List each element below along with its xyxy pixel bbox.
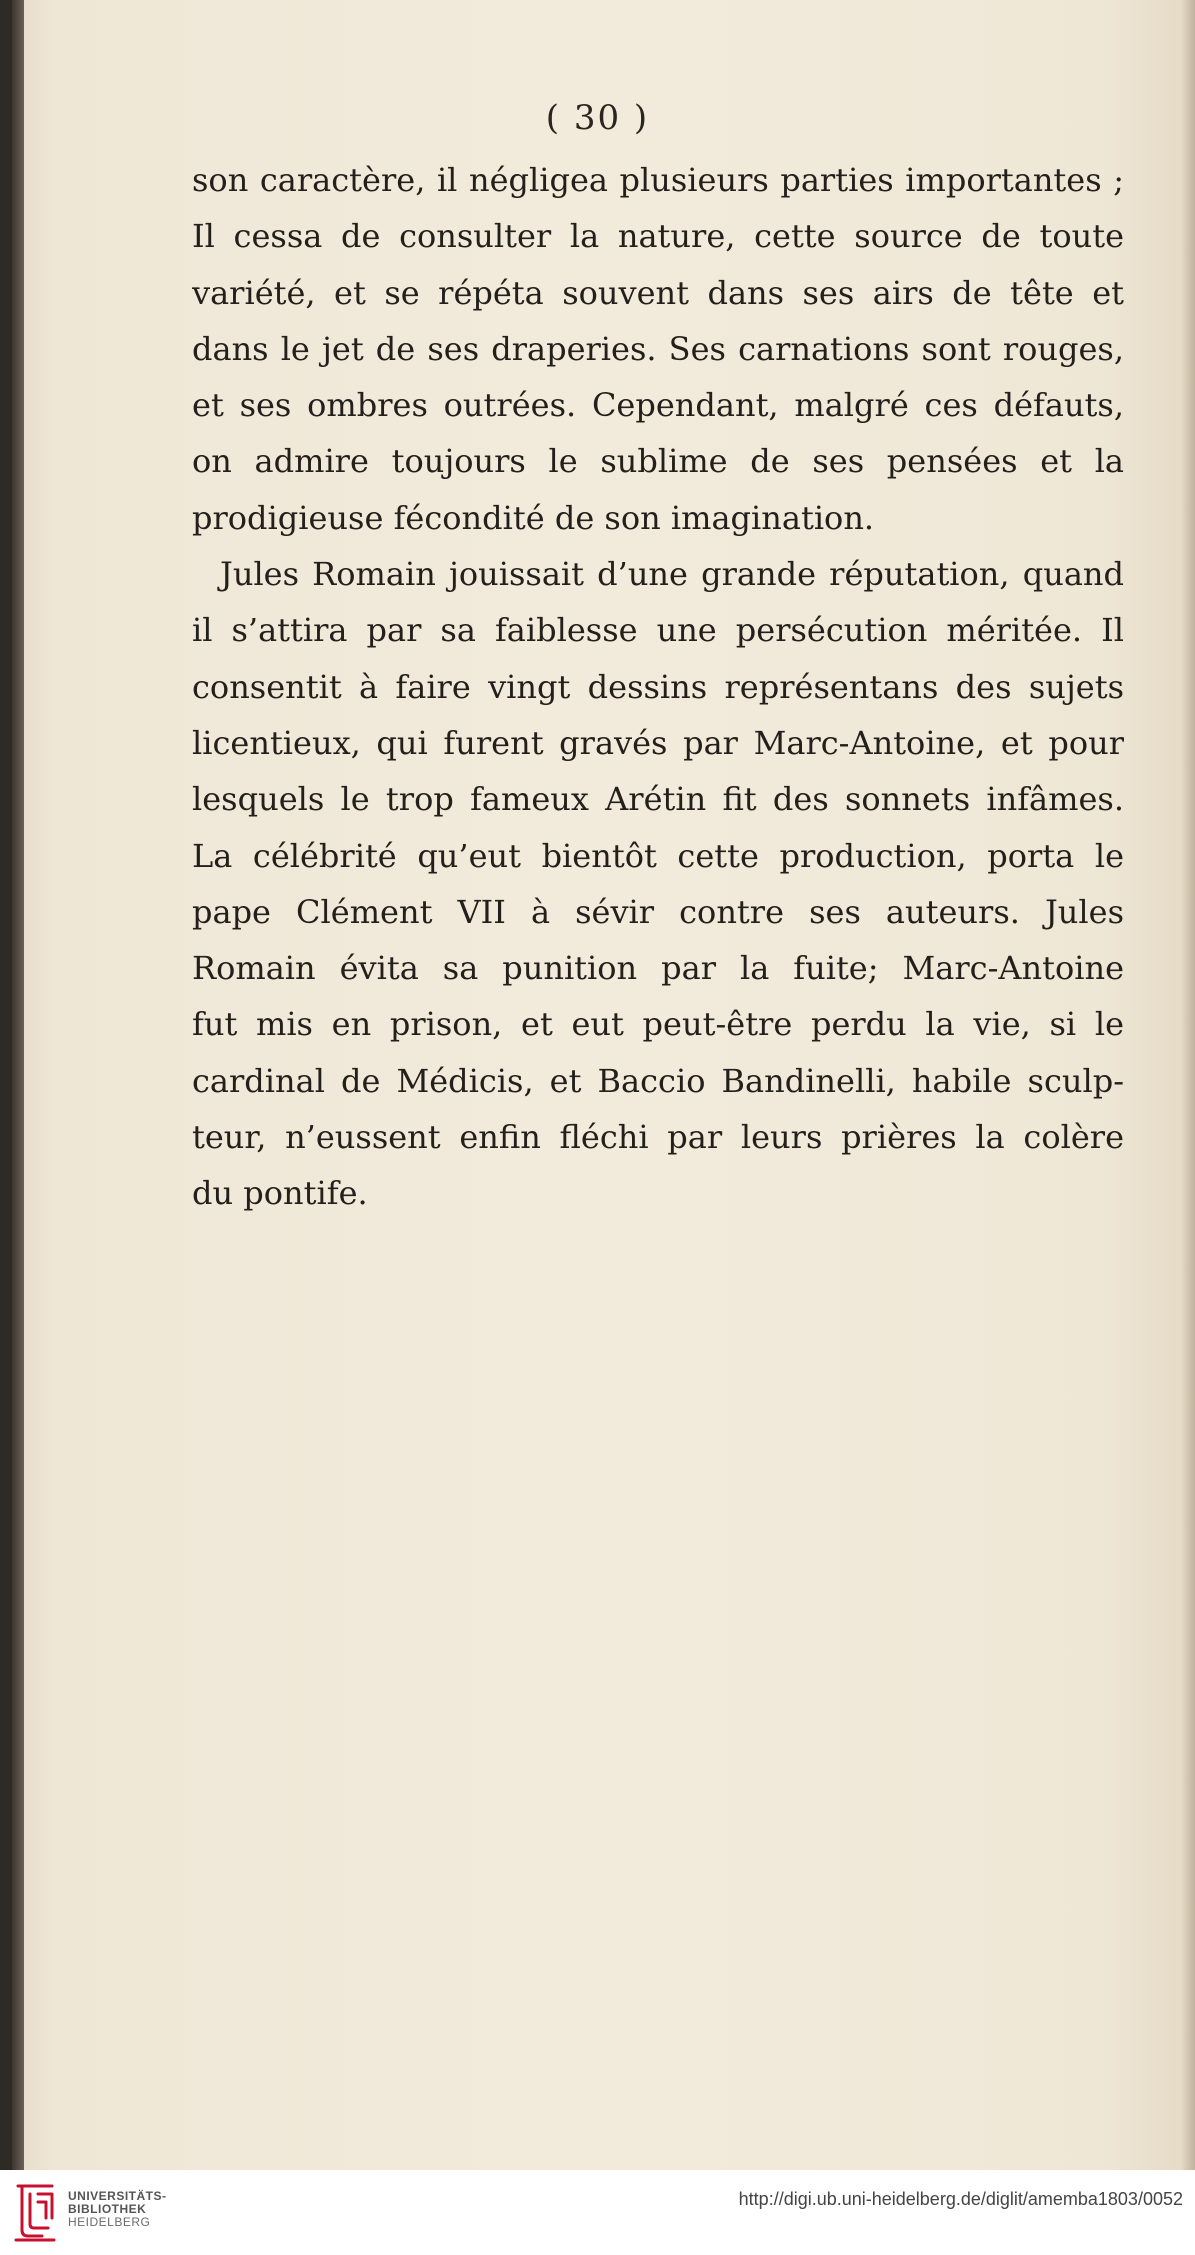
text-line: prodigieuse fécondité de son imagination. (192, 498, 875, 537)
text-line: Romain évita sa punition par la fuite; Marc-Antoine (192, 949, 1124, 988)
text-line: son caractère, il négligea plusieurs parties importantes ; (192, 161, 1124, 199)
text-line: fut mis en prison, et eut peut-être perdu la vie, si le (192, 1005, 1124, 1044)
footer-bar (0, 2170, 1195, 2255)
text-line: cardinal de Médicis, et Baccio Bandinelli, habile sculp- (192, 1061, 1124, 1100)
text-line: il s’attira par sa faiblesse une persécution méritée. Il (192, 611, 1124, 650)
text-line: du pontife. (192, 1174, 368, 1213)
library-name-line: HEIDELBERG (68, 2215, 151, 2229)
text-line: lesquels le trop fameux Arétin fit des sonnets infâmes. (192, 780, 1124, 819)
ub-heidelberg-logo-icon (12, 2178, 58, 2244)
text-line: on admire toujours le sublime de ses pensées et la (192, 442, 1124, 481)
text-line: dans le jet de ses draperies. Ses carnations sont rouges, (192, 329, 1124, 368)
text-line: variété, et se répéta souvent dans ses airs de tête et (192, 273, 1124, 312)
source-url-link[interactable]: http://digi.ub.uni-heidelberg.de/diglit/amemba1803/0052 (738, 2189, 1183, 2209)
text-line: La célébrité qu’eut bientôt cette production, porta le (192, 836, 1124, 875)
library-name (68, 2190, 167, 2229)
library-name-line: UNIVERSITÄTS- (68, 2189, 167, 2203)
library-name-line: BIBLIOTHEK (68, 2202, 147, 2216)
text-line: licentieux, qui furent gravés par Marc-Antoine, et pour (192, 723, 1124, 762)
body-text (192, 152, 1124, 1222)
page-spine-shadow (1181, 0, 1195, 2170)
text-line: consentit à faire vingt dessins représentans des sujets (192, 667, 1124, 706)
text-line: pape Clément VII à sévir contre ses auteurs. Jules (192, 892, 1124, 931)
text-line: Il cessa de consulter la nature, cette source de toute (192, 217, 1124, 256)
text-line: teur, n’eussent enfin fléchi par leurs prières la colère (192, 1118, 1124, 1157)
page-left-edge (12, 0, 24, 2170)
text-line: Jules Romain jouissait d’une grande réputation, quand (220, 555, 1124, 594)
text-line: et ses ombres outrées. Cependant, malgré ces défauts, (192, 386, 1124, 425)
page-number: ( 30 ) (545, 98, 650, 138)
